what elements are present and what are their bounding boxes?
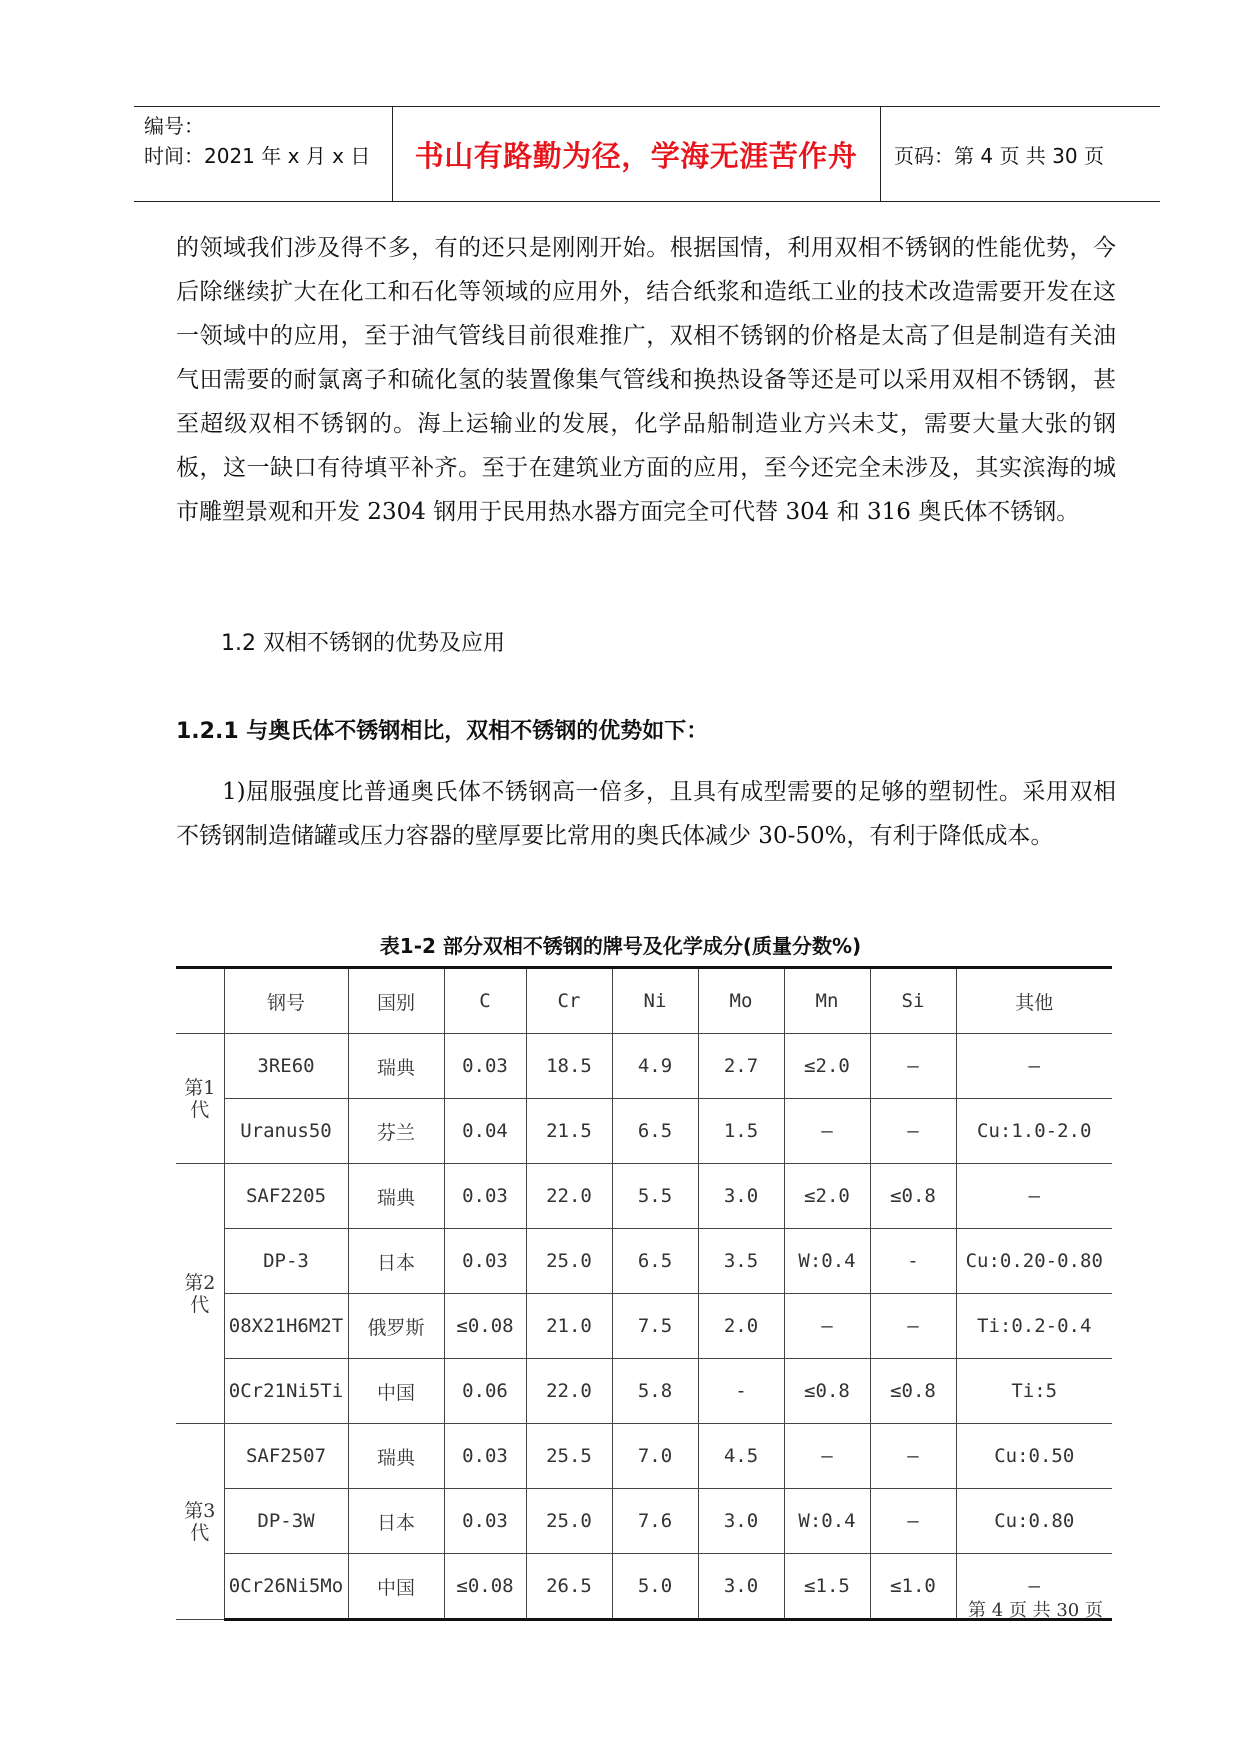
table-cell: 5.8: [612, 1359, 698, 1424]
table-cell: 3.5: [698, 1229, 784, 1294]
table-cell: 日本: [348, 1489, 444, 1554]
table-cell: 4.9: [612, 1034, 698, 1099]
table-cell: 5.0: [612, 1554, 698, 1620]
table-cell: 瑞典: [348, 1034, 444, 1099]
table-cell: 25.0: [526, 1489, 612, 1554]
table-cell: 22.0: [526, 1359, 612, 1424]
table-cell: 瑞典: [348, 1164, 444, 1229]
table-cell: 1.5: [698, 1099, 784, 1164]
table-row: [176, 1489, 1112, 1554]
header-divider-right: [880, 107, 881, 201]
table-cell: 25.0: [526, 1229, 612, 1294]
table-row: [176, 1099, 1112, 1164]
header-divider-left: [392, 107, 393, 201]
table-cell: —: [870, 1489, 956, 1554]
table-body: [176, 968, 1112, 1620]
table-cell: 08X21H6M2T: [224, 1294, 348, 1359]
table-cell: 日本: [348, 1229, 444, 1294]
table-cell: —: [956, 1554, 1112, 1620]
table-cell: Cu:0.50: [956, 1424, 1112, 1489]
header-cell: Mo: [698, 968, 784, 1034]
table-cell: ≤2.0: [784, 1034, 870, 1099]
header-meta: [144, 111, 370, 171]
table-cell: 22.0: [526, 1164, 612, 1229]
table-cell: 0Cr21Ni5Ti: [224, 1359, 348, 1424]
table-cell: —: [784, 1424, 870, 1489]
table-cell: Cu:1.0-2.0: [956, 1099, 1112, 1164]
table-cell: Ti:0.2-0.4: [956, 1294, 1112, 1359]
table-cell: 瑞典: [348, 1424, 444, 1489]
table-cell: DP-3W: [224, 1489, 348, 1554]
table-cell: ≤1.0: [870, 1554, 956, 1620]
table-cell: 25.5: [526, 1424, 612, 1489]
table-cell: 26.5: [526, 1554, 612, 1620]
header-cell: 钢号: [224, 968, 348, 1034]
table-cell: SAF2205: [224, 1164, 348, 1229]
table-cell: 3.0: [698, 1489, 784, 1554]
table-cell: ≤0.8: [870, 1164, 956, 1229]
header-cell: Cr: [526, 968, 612, 1034]
table-cell: Uranus50: [224, 1099, 348, 1164]
table-cell: 18.5: [526, 1034, 612, 1099]
table-row: [176, 1359, 1112, 1424]
body-paragraph-1: 的领域我们涉及得不多，有的还只是刚刚开始。根据国情，利用双相不锈钢的性能优势，今后除继续扩大在化工和石化等领域的应用外，结合纸浆和造纸工业的技术改造需要开发在这一领域中的应用，至于油气管线目前很难推广，双相不锈钢的价格是太高了但是制造有关油气田需要的耐氯离子和硫化氢的装置像集气管线和换热设备等还是可以采用双相不锈钢，甚至超级双相不锈钢的。海上运输业的发展，化学品船制造业方兴未艾，需要大量大张的钢板，这一缺口有待填平补齐。至于在建筑业方面的应用，至今还完全未涉及，其实滨海的城市雕塑景观和开发 2304 钢用于民用热水器方面完全可代替 304 和 316 奥氏体不锈钢。: [176, 235, 1116, 525]
table-cell: 5.5: [612, 1164, 698, 1229]
page-footer: 第 4 页 共 30 页: [968, 1600, 1103, 1621]
header-cell: Mn: [784, 968, 870, 1034]
table-cell: 7.6: [612, 1489, 698, 1554]
table-cell: 21.0: [526, 1294, 612, 1359]
document-number-label: 编号：: [144, 114, 204, 138]
table-cell: 2.7: [698, 1034, 784, 1099]
header-cell-generation: [176, 968, 224, 1034]
steel-composition-table: [176, 966, 1112, 1621]
table-cell: 2.0: [698, 1294, 784, 1359]
table-cell: ≤0.8: [870, 1359, 956, 1424]
table-row: [176, 1164, 1112, 1229]
table-cell: 0.03: [444, 1034, 526, 1099]
page-header: [134, 106, 1160, 202]
table-cell: 7.5: [612, 1294, 698, 1359]
header-page-code: 页码：第 4 页 共 30 页: [894, 143, 1104, 168]
table-cell: 0.03: [444, 1489, 526, 1554]
table-cell: —: [870, 1034, 956, 1099]
table-cell: ≤0.08: [444, 1554, 526, 1620]
subsection-heading: 1.2.1 与奥氏体不锈钢相比，双相不锈钢的优势如下：: [176, 719, 709, 744]
table-cell: Cu:0.20-0.80: [956, 1229, 1112, 1294]
header-cell: 国别: [348, 968, 444, 1034]
table-cell: 4.5: [698, 1424, 784, 1489]
table-cell: 3.0: [698, 1164, 784, 1229]
table-cell: ≤0.8: [784, 1359, 870, 1424]
section-heading: 1.2 双相不锈钢的优势及应用: [221, 631, 505, 656]
table-cell: 3.0: [698, 1554, 784, 1620]
table-cell: 7.0: [612, 1424, 698, 1489]
header-cell: 其他: [956, 968, 1112, 1034]
table-cell: W:0.4: [784, 1229, 870, 1294]
header-cell: C: [444, 968, 526, 1034]
table-cell: 0.03: [444, 1229, 526, 1294]
table-cell: SAF2507: [224, 1424, 348, 1489]
table-cell: ≤1.5: [784, 1554, 870, 1620]
table-cell: —: [956, 1034, 1112, 1099]
table-cell: 芬兰: [348, 1099, 444, 1164]
header-cell: Ni: [612, 968, 698, 1034]
table-cell: DP-3: [224, 1229, 348, 1294]
generation-label: 第2代: [176, 1164, 224, 1424]
header-motto: 书山有路勤为径，学海无涯苦作舟: [414, 138, 858, 173]
table-cell: 3RE60: [224, 1034, 348, 1099]
table-cell: 中国: [348, 1359, 444, 1424]
table-row: [176, 1294, 1112, 1359]
table-cell: —: [784, 1294, 870, 1359]
table-cell: W:0.4: [784, 1489, 870, 1554]
table-cell: Cu:0.80: [956, 1489, 1112, 1554]
table-cell: -: [870, 1229, 956, 1294]
table-row: [176, 1424, 1112, 1489]
table-cell: —: [956, 1164, 1112, 1229]
table-cell: 中国: [348, 1554, 444, 1620]
generation-label: 第3代: [176, 1424, 224, 1620]
table-row: [176, 1229, 1112, 1294]
table-cell: —: [870, 1424, 956, 1489]
table-cell: 0Cr26Ni5Mo: [224, 1554, 348, 1620]
table-cell: —: [870, 1294, 956, 1359]
table-cell: 0.06: [444, 1359, 526, 1424]
table-cell: 6.5: [612, 1229, 698, 1294]
table-row: [176, 1034, 1112, 1099]
table-cell: 0.03: [444, 1164, 526, 1229]
table-cell: -: [698, 1359, 784, 1424]
table-cell: 6.5: [612, 1099, 698, 1164]
table-cell: —: [784, 1099, 870, 1164]
table-cell: Ti:5: [956, 1359, 1112, 1424]
table-caption: 表1-2 部分双相不锈钢的牌号及化学成分(质量分数%): [379, 934, 862, 958]
table-cell: ≤2.0: [784, 1164, 870, 1229]
table-header-row: [176, 968, 1112, 1034]
table-cell: 0.04: [444, 1099, 526, 1164]
document-time-label: 时间：2021 年 x 月 x 日: [144, 144, 371, 168]
body-paragraph-2: 1)屈服强度比普通奥氏体不锈钢高一倍多，且具有成型需要的足够的塑韧性。采用双相不锈钢制造储罐或压力容器的壁厚要比常用的奥氏体减少 30-50%，有利于降低成本。: [176, 779, 1116, 849]
header-cell: Si: [870, 968, 956, 1034]
table-cell: 0.03: [444, 1424, 526, 1489]
table-cell: ≤0.08: [444, 1294, 526, 1359]
table-cell: 俄罗斯: [348, 1294, 444, 1359]
generation-label: 第1代: [176, 1034, 224, 1164]
table-cell: 21.5: [526, 1099, 612, 1164]
table-cell: —: [870, 1099, 956, 1164]
